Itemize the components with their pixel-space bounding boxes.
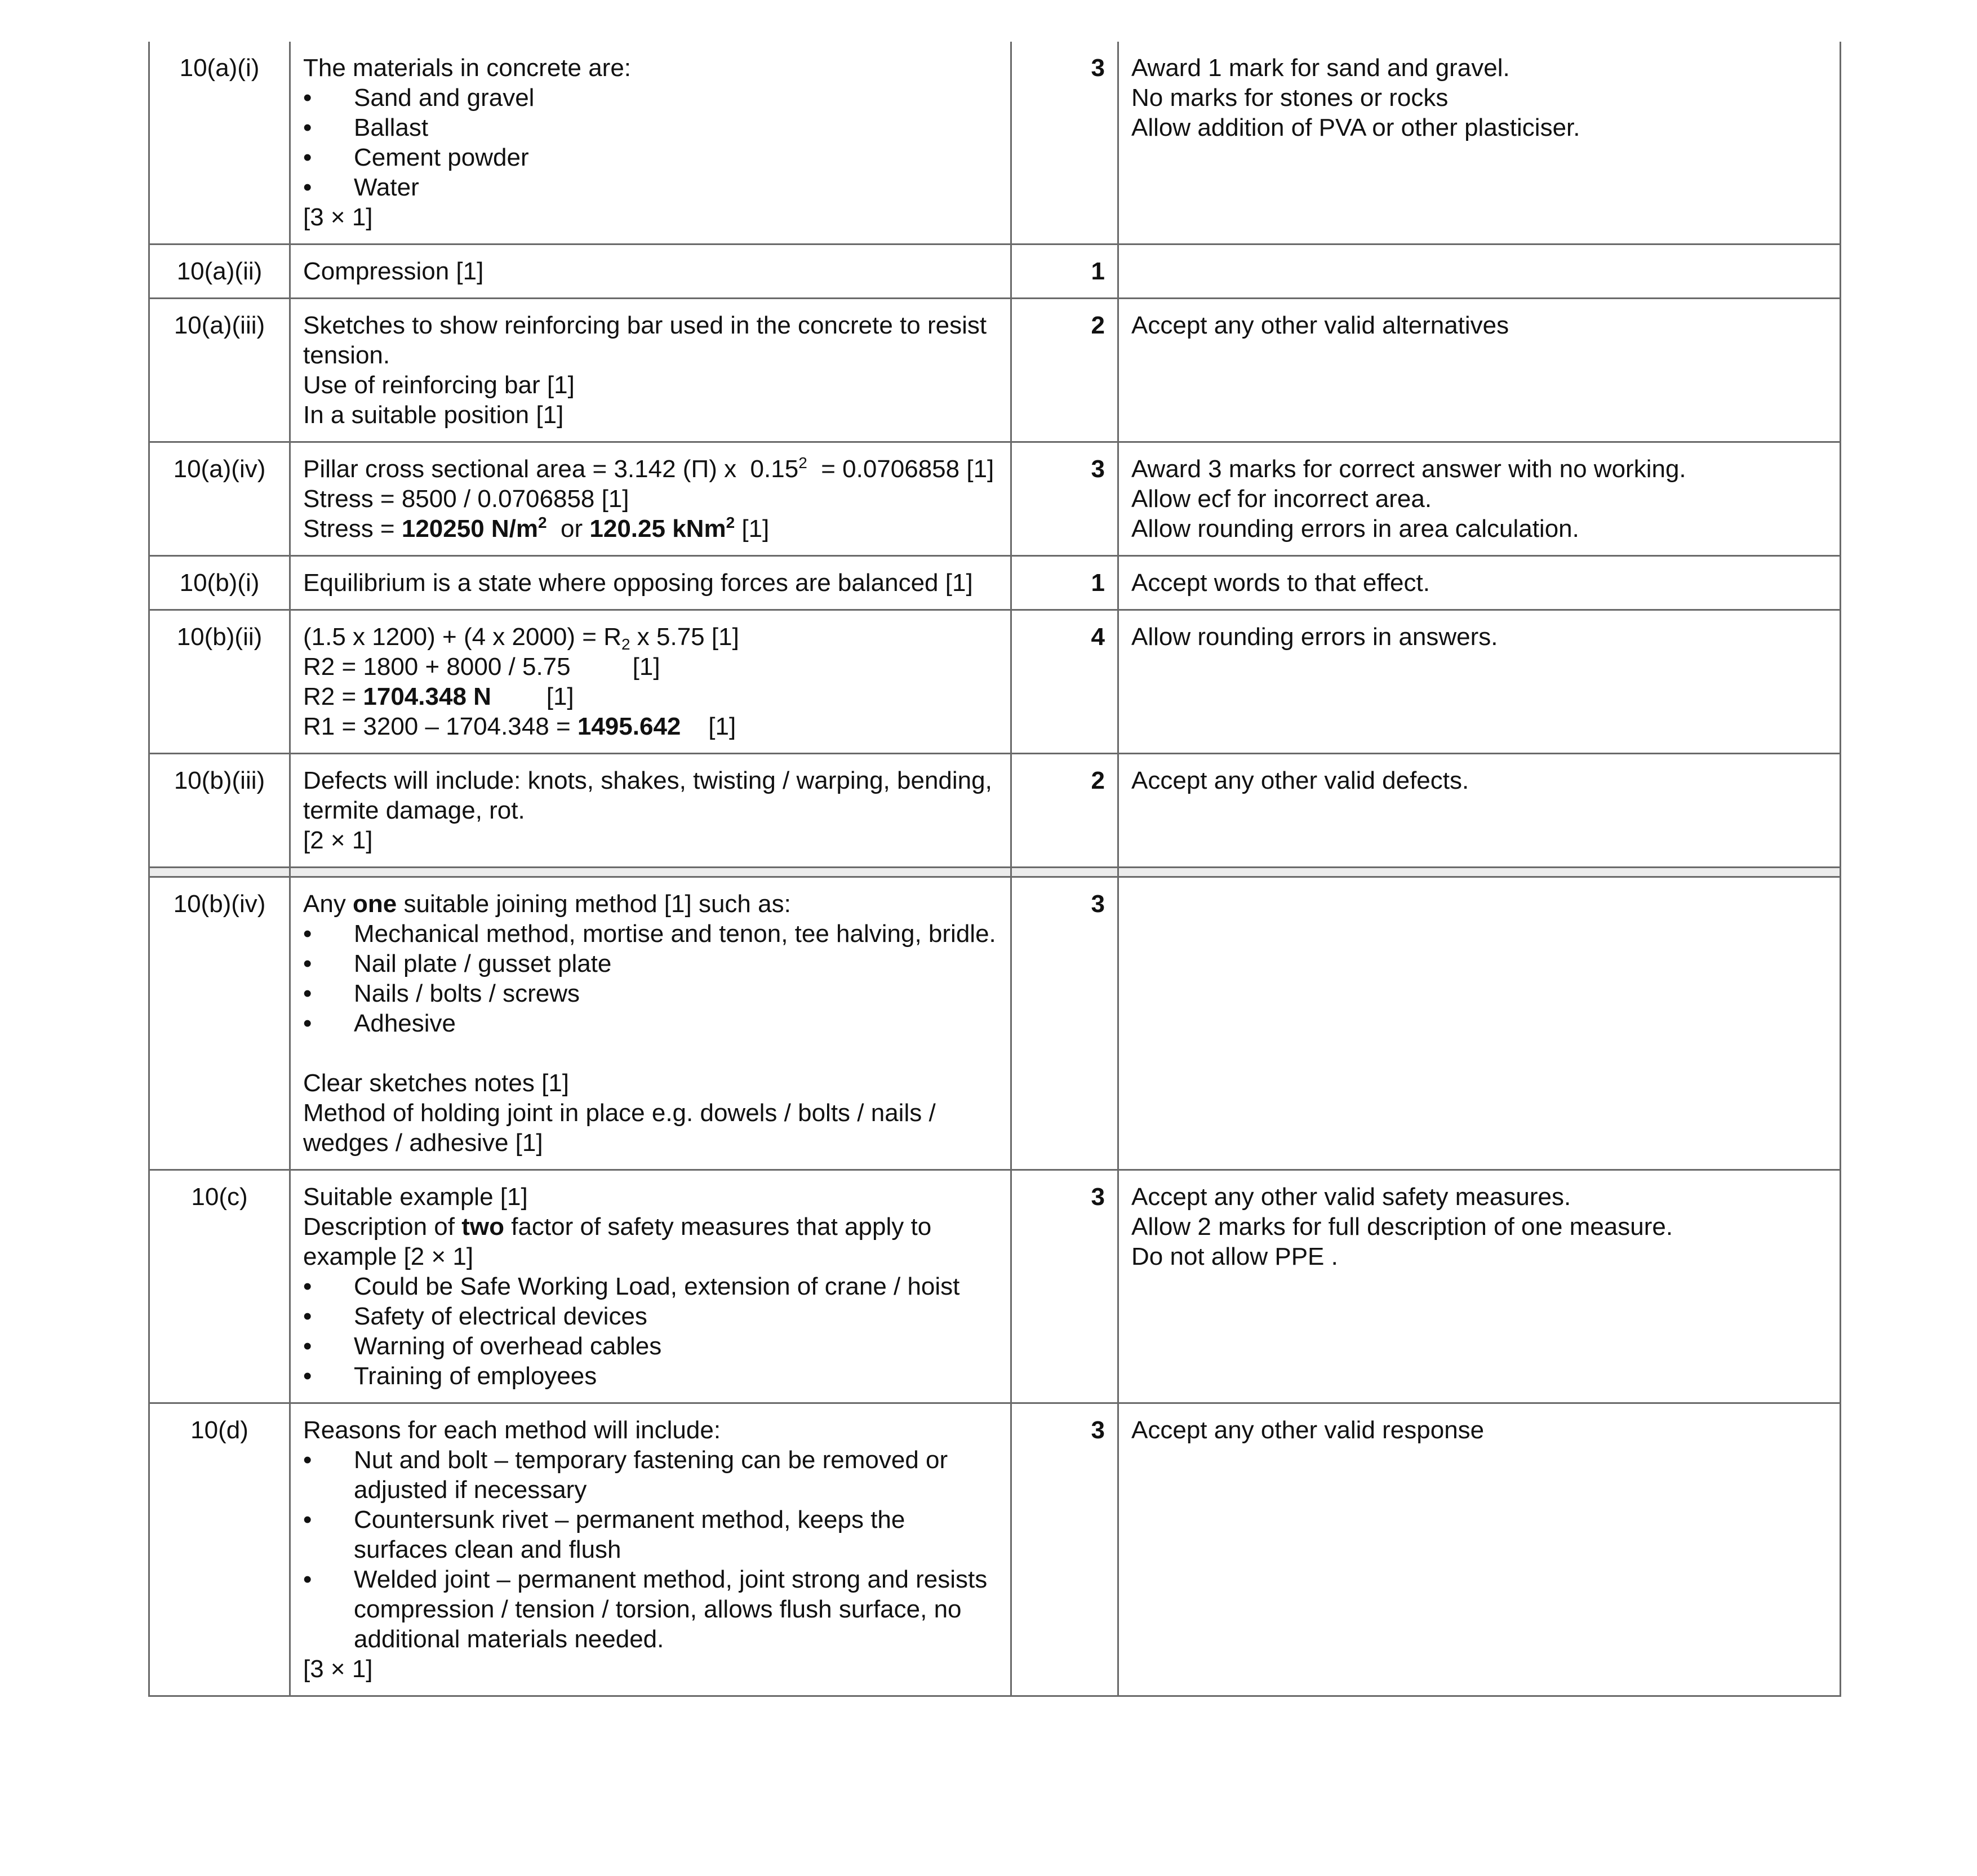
guidance-cell — [1118, 610, 1841, 754]
guidance-line: Allow ecf for incorrect area. — [1131, 485, 1432, 513]
guidance-cell — [1118, 442, 1841, 556]
table-row — [149, 1170, 1841, 1403]
guidance-line: No marks for stones or rocks — [1131, 84, 1449, 112]
answer-cell — [290, 42, 1011, 244]
bullet-item: • Ballast — [303, 114, 429, 141]
answer-line: Compression [1] — [303, 257, 484, 285]
bullet-icon: • — [303, 114, 312, 141]
table-row — [149, 877, 1841, 1170]
bullet-icon: • — [303, 1010, 312, 1037]
table-row — [149, 299, 1841, 442]
answer-line: Use of reinforcing bar [1] — [303, 371, 575, 399]
guidance-cell — [1118, 556, 1841, 610]
bullet-icon: • — [303, 1446, 312, 1474]
bullet-item: • Welded joint – permanent method, joint strong and resists compression / tension / torsion, allows flush surface, no additional materials needed. — [303, 1566, 988, 1653]
bullet-icon: • — [303, 1273, 312, 1300]
answer-line: Suitable example [1] — [303, 1183, 528, 1211]
table-row — [149, 1403, 1841, 1696]
guidance-cell — [1118, 299, 1841, 442]
guidance-line: Allow 2 marks for full description of one measure. — [1131, 1213, 1673, 1241]
guidance-cell — [1118, 1170, 1841, 1403]
answer-cell — [290, 754, 1011, 868]
guidance-cell — [1118, 754, 1841, 868]
table-row — [149, 556, 1841, 610]
question-number: 10(b)(iii) — [149, 754, 290, 868]
answer-line: Clear sketches notes [1] — [303, 1069, 570, 1097]
guidance-cell — [1118, 244, 1841, 299]
bullet-item: • Cement powder — [303, 144, 529, 171]
guidance-line: Accept any other valid safety measures. — [1131, 1183, 1571, 1211]
marks-cell: 3 — [1011, 1170, 1118, 1403]
answer-line: Any one suitable joining method [1] such as: — [303, 890, 791, 918]
guidance-cell — [1118, 1403, 1841, 1696]
bullet-icon: • — [303, 950, 312, 977]
answer-line: R2 = 1800 + 8000 / 5.75 [1] — [303, 653, 660, 681]
answer-line: [3 × 1] — [303, 1655, 373, 1683]
guidance-line: Accept words to that effect. — [1131, 569, 1430, 597]
question-number: 10(b)(i) — [149, 556, 290, 610]
bullet-item: • Water — [303, 174, 419, 201]
question-number: 10(a)(iv) — [149, 442, 290, 556]
marks-cell: 3 — [1011, 42, 1118, 244]
question-number: 10(a)(iii) — [149, 299, 290, 442]
bullet-item: • Nut and bolt – temporary fastening can be removed or adjusted if necessary — [303, 1446, 948, 1504]
answer-cell — [290, 244, 1011, 299]
bullet-icon: • — [303, 1332, 312, 1360]
guidance-line: Award 3 marks for correct answer with no working. — [1131, 455, 1686, 483]
marks-cell: 3 — [1011, 1403, 1118, 1696]
bullet-item: • Adhesive — [303, 1010, 456, 1037]
table-row — [149, 442, 1841, 556]
question-number: 10(a)(ii) — [149, 244, 290, 299]
table-row — [149, 754, 1841, 868]
guidance-line: Accept any other valid response — [1131, 1416, 1485, 1444]
marks-cell: 1 — [1011, 244, 1118, 299]
guidance-line: Do not allow PPE . — [1131, 1243, 1338, 1270]
answer-line: Description of two factor of safety measures that apply to example [2 × 1] — [303, 1213, 939, 1270]
answer-cell — [290, 877, 1011, 1170]
bullet-icon: • — [303, 1566, 312, 1593]
bullet-item: • Warning of overhead cables — [303, 1332, 662, 1360]
bullet-icon: • — [303, 980, 312, 1007]
marks-cell: 3 — [1011, 442, 1118, 556]
guidance-line: Allow rounding errors in answers. — [1131, 623, 1498, 651]
question-number: 10(a)(i) — [149, 42, 290, 244]
marks-cell: 4 — [1011, 610, 1118, 754]
bullet-item: • Could be Safe Working Load, extension of crane / hoist — [303, 1273, 960, 1300]
bullet-icon: • — [303, 174, 312, 201]
answer-line: In a suitable position [1] — [303, 401, 564, 429]
guidance-line: Accept any other valid defects. — [1131, 767, 1469, 794]
bullet-item: • Sand and gravel — [303, 84, 535, 112]
table-row — [149, 610, 1841, 754]
bullet-item: • Mechanical method, mortise and tenon, tee halving, bridle. — [303, 920, 996, 948]
table-row — [149, 42, 1841, 244]
question-number: 10(c) — [149, 1170, 290, 1403]
guidance-cell — [1118, 42, 1841, 244]
marks-cell: 3 — [1011, 877, 1118, 1170]
answer-line: [2 × 1] — [303, 826, 373, 854]
answer-line: Defects will include: knots, shakes, twisting / warping, bending, termite damage, rot. — [303, 767, 999, 824]
answer-line: R2 = 1704.348 N [1] — [303, 683, 574, 710]
table-row — [149, 244, 1841, 299]
answer-cell — [290, 442, 1011, 556]
guidance-line: Allow addition of PVA or other plasticiser. — [1131, 114, 1580, 141]
answer-cell — [290, 1170, 1011, 1403]
bullet-icon: • — [303, 1362, 312, 1390]
answer-cell — [290, 556, 1011, 610]
bullet-item: • Training of employees — [303, 1362, 597, 1390]
question-number: 10(b)(iv) — [149, 877, 290, 1170]
answer-line: Pillar cross sectional area = 3.142 (Π) x 0.15$^2$ = 0.0706858 [1] — [303, 454, 994, 483]
bullet-item: • Safety of electrical devices — [303, 1302, 647, 1330]
question-number: 10(d) — [149, 1403, 290, 1696]
bullet-icon: • — [303, 1302, 312, 1330]
answer-line: Reasons for each method will include: — [303, 1416, 721, 1444]
bullet-icon: • — [303, 144, 312, 171]
question-number: 10(b)(ii) — [149, 610, 290, 754]
bullet-item: • Nail plate / gusset plate — [303, 950, 612, 977]
mark-scheme-table — [148, 42, 1841, 1697]
answer-line: Method of holding joint in place e.g. dowels / bolts / nails / wedges / adhesive [1] — [303, 1099, 943, 1157]
answer-cell — [290, 299, 1011, 442]
guidance-line: Allow rounding errors in area calculation. — [1131, 515, 1579, 543]
bullet-icon: • — [303, 920, 312, 948]
marks-cell: 2 — [1011, 754, 1118, 868]
marks-cell: 1 — [1011, 556, 1118, 610]
answer-line: (1.5 x 1200) + (4 x $2000) = R_2$ x 5.75 [1] — [303, 623, 739, 653]
answer-cell — [290, 1403, 1011, 1696]
answer-line: Sketches to show reinforcing bar used in the concrete to resist tension. — [303, 312, 994, 369]
answer-line: Equilibrium is a state where opposing forces are balanced [1] — [303, 569, 973, 597]
guidance-line: Accept any other valid alternatives — [1131, 312, 1509, 339]
page-break-divider — [149, 868, 1841, 877]
answer-line: [3 × 1] — [303, 203, 373, 231]
marks-cell: 2 — [1011, 299, 1118, 442]
bullet-icon: • — [303, 1506, 312, 1533]
answer-line: Stress = 120250 $N/m^2$ or 120.25 kNm$^2$ [1] — [303, 514, 770, 543]
answer-cell — [290, 610, 1011, 754]
guidance-cell — [1118, 877, 1841, 1170]
bullet-item: • Countersunk rivet – permanent method, keeps the surfaces clean and flush — [303, 1506, 905, 1563]
guidance-line: Award 1 mark for sand and gravel. — [1131, 54, 1510, 82]
answer-line: R1 = 3200 – 1704.348 = 1495.642 [1] — [303, 713, 736, 740]
bullet-icon: • — [303, 84, 312, 112]
answer-line: Stress = 8500 / 0.0706858 [1] — [303, 485, 629, 513]
answer-line: The materials in concrete are: — [303, 54, 632, 82]
bullet-item: • Nails / bolts / screws — [303, 980, 580, 1007]
